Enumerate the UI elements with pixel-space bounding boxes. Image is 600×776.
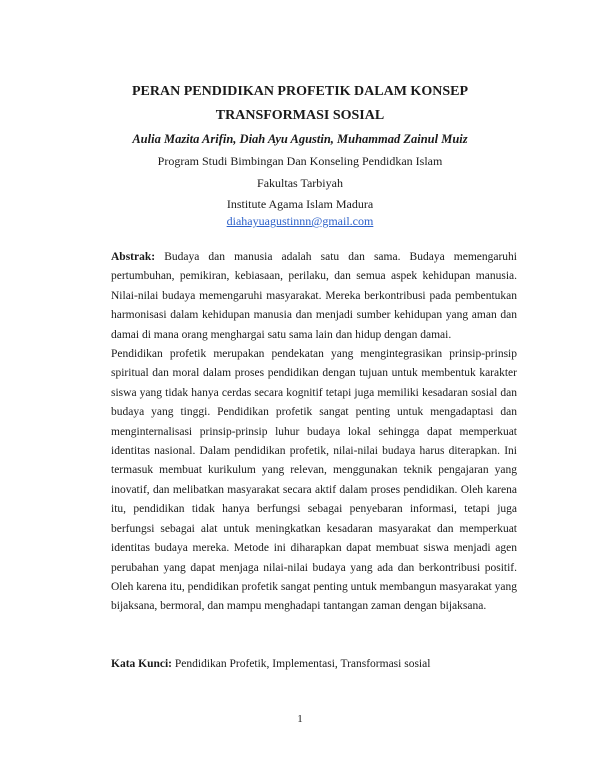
- abstract-paragraph-2: [111, 345, 517, 617]
- keywords-section: [111, 656, 517, 672]
- abstract-label: Abstrak:: [111, 251, 156, 263]
- author-email-link[interactable]: diahayuagustinnn@gmail.com: [226, 214, 374, 228]
- keywords-text: Pendidikan Profetik, Implementasi, Transformasi sosial: [174, 658, 431, 670]
- abstract-paragraph-1: [111, 248, 517, 345]
- abstract-text-2: Pendidikan profetik merupakan pendekatan yang mengintegrasikan prinsip-prinsip spiritual dan moral dalam proses pendidikan dengan tujuan untuk membentuk karakter siswa yang tidak hanya cerdas secara kognitif tetapi juga memiliki kesadaran sosial dan budaya yang tinggi. Pendidikan profetik sangat penting untuk mengadaptasi dan menginternalisasi prinsip-prinsip luhur budaya lokal sehingga dapat memperkuat identitas nasional. Dalam pendidikan profetik, nilai-nilai budaya harus diterapkan. Ini termasuk membuat kurikulum yang relevan, menggunakan teknik pengajaran yang inovatif, dan melibatkan masyarakat secara aktif dalam proses pendidikan. Oleh karena itu, pendidikan tidak hanya berfungsi sebagai penyebaran informasi, tetapi juga berfungsi sebagai alat untuk meningkatkan kesadaran masyarakat dan memperkuat identitas budaya mereka. Metode ini diharapkan dapat membuat siswa menjadi agen perubahan yang dapat menjaga nilai-nilai budaya yang ada dan berkontribusi positif. Oleh karena itu, pendidikan profetik sangat penting untuk membangun masyarakat yang bijaksana, bermoral, dan mampu menghadapi tantangan zaman dengan bijaksana.: [111, 348, 517, 613]
- abstract-section: [111, 248, 517, 617]
- keywords-label: Kata Kunci:: [111, 658, 173, 670]
- paper-title-line1: PERAN PENDIDIKAN PROFETIK DALAM KONSEP: [131, 84, 468, 99]
- author-email-line: [80, 213, 520, 229]
- affiliation-faculty: Fakultas Tarbiyah: [257, 176, 343, 190]
- author-list: Aulia Mazita Arifin, Diah Ayu Agustin, Muhammad Zainul Muiz: [132, 132, 468, 146]
- affiliation-program: Program Studi Bimbingan Dan Konseling Pendidkan Islam: [157, 154, 443, 168]
- affiliation-institute: Institute Agama Islam Madura: [226, 197, 374, 211]
- page-number: 1: [297, 713, 303, 725]
- paper-title-line2: TRANSFORMASI SOSIAL: [215, 108, 385, 123]
- abstract-text-1: Budaya dan manusia adalah satu dan sama. Budaya memengaruhi pertumbuhan, pemikiran, kebiasaan, perilaku, dan semua aspek kehidupan manusia. Nilai-nilai budaya memengaruhi masyarakat. Mereka berkontribusi pada pembentukan harmonisasi dalam kehidupan manusia dan menjadi sumber kehidupan yang aman dan damai di mana orang menghargai satu sama lain dan hidup dengan damai.: [111, 251, 517, 341]
